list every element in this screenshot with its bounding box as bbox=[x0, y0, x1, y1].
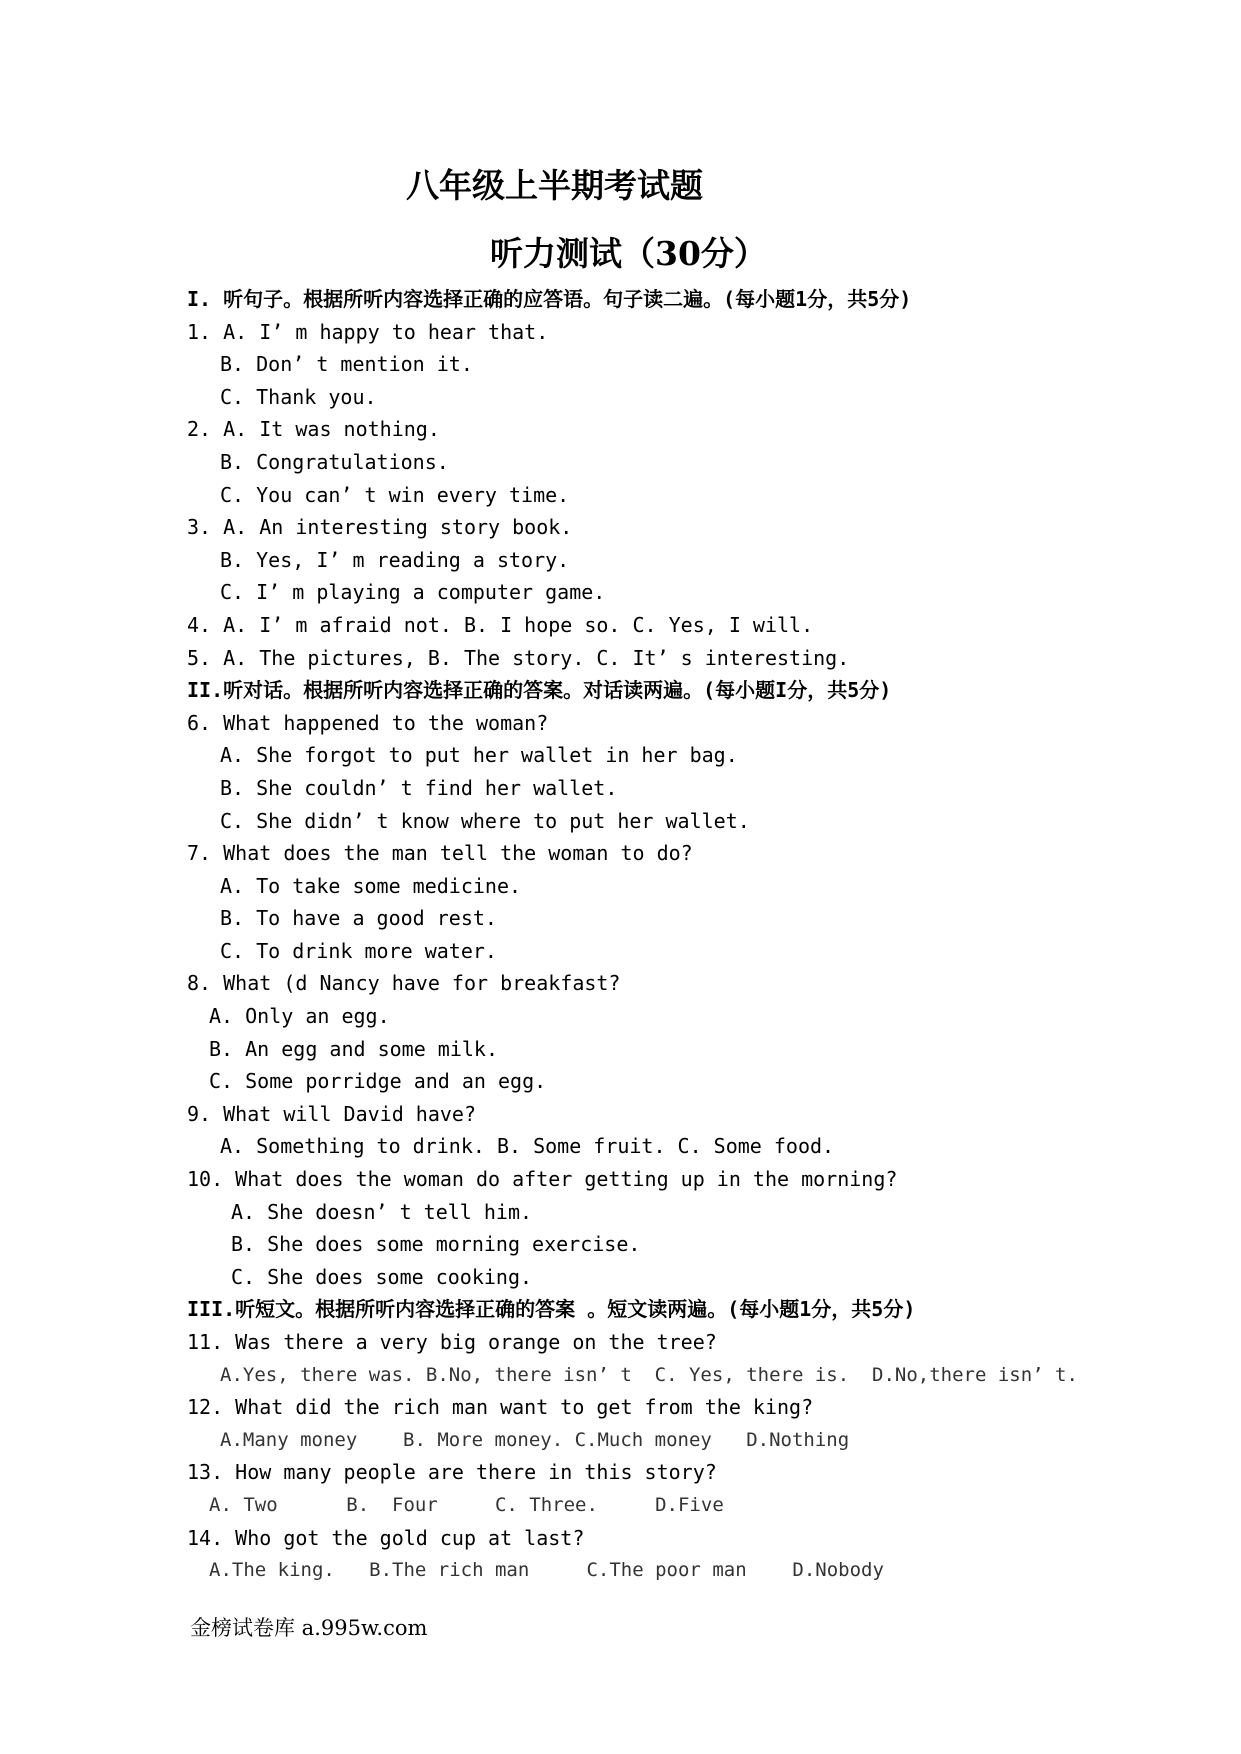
question-line: A. Something to drink. B. Some fruit. C. Some food. bbox=[220, 1134, 835, 1159]
question-line: C. She didn’ t know where to put her wallet. bbox=[220, 808, 750, 833]
question-line: B. Yes, I’ m reading a story. bbox=[220, 547, 570, 572]
question-line: A.The king. B.The rich man C.The poor man D.Nobody bbox=[209, 1559, 884, 1582]
question-line: 3. A. An interesting story book. bbox=[187, 515, 573, 540]
question-line: C. You can’ t win every time. bbox=[220, 482, 570, 507]
question-line: B. She couldn’ t find her wallet. bbox=[220, 775, 618, 800]
question-line: A. To take some medicine. bbox=[220, 873, 522, 898]
question-line: B. She does some morning exercise. bbox=[231, 1232, 641, 1257]
question-line: B. To have a good rest. bbox=[220, 906, 497, 931]
question-line: 13. How many people are there in this story? bbox=[187, 1460, 717, 1485]
question-line: 4. A. I’ m afraid not. B. I hope so. C. Yes, I will. bbox=[187, 612, 814, 637]
question-line: C. She does some cooking. bbox=[231, 1264, 533, 1289]
footer-watermark: 金榜试卷库 a.995w.com bbox=[190, 1616, 428, 1640]
question-line: 10. What does the woman do after getting up in the morning? bbox=[187, 1167, 898, 1192]
question-line: 12. What did the rich man want to get from the king? bbox=[187, 1395, 814, 1420]
question-line: C. Thank you. bbox=[220, 384, 377, 409]
question-line: C. Some porridge and an egg. bbox=[209, 1069, 547, 1094]
question-line: A. Two B. Four C. Three. D.Five bbox=[209, 1493, 724, 1516]
section-heading: I. 听句子。根据所听内容选择正确的应答语。句子读二遍。(每小题1分，共5分) bbox=[187, 287, 912, 311]
page-title: 八年级上半期考试题 bbox=[406, 166, 703, 205]
question-line: C. To drink more water. bbox=[220, 938, 497, 963]
section-title: 听力测试（30分） bbox=[490, 234, 767, 273]
section-heading: II.听对话。根据所听内容选择正确的答案。对话读两遍。(每小题I分，共5分) bbox=[187, 678, 892, 703]
question-line: B. An egg and some milk. bbox=[209, 1036, 498, 1061]
question-line: B. Congratulations. bbox=[220, 449, 449, 474]
question-line: A. She doesn’ t tell him. bbox=[231, 1199, 533, 1224]
question-line: A.Yes, there was. B.No, there isn’ t C. Yes, there is. D.No,there isn’ t. bbox=[220, 1363, 1078, 1386]
question-line: A. She forgot to put her wallet in her bag. bbox=[220, 743, 738, 768]
question-line: C. I’ m playing a computer game. bbox=[220, 580, 606, 605]
question-line: 7. What does the man tell the woman to do? bbox=[187, 841, 693, 866]
section-heading: III.听短文。根据所听内容选择正确的答案 。短文读两遍。(每小题1分，共5分) bbox=[187, 1297, 916, 1322]
question-line: A.Many money B. More money. C.Much money D.Nothing bbox=[220, 1428, 850, 1451]
question-line: 14. Who got the gold cup at last? bbox=[187, 1525, 585, 1550]
question-line: 5. A. The pictures, B. The story. C. It’ s interesting. bbox=[187, 645, 850, 670]
question-line: 11. Was there a very big orange on the tree? bbox=[187, 1330, 717, 1354]
question-line: 2. A. It was nothing. bbox=[187, 417, 440, 442]
question-line: A. Only an egg. bbox=[209, 1004, 390, 1029]
question-line: 6. What happened to the woman? bbox=[187, 710, 549, 735]
question-line: 8. What (d Nancy have for breakfast? bbox=[187, 971, 621, 996]
question-line: B. Don’ t mention it. bbox=[220, 352, 473, 377]
question-line: 1. A. I’ m happy to hear that. bbox=[187, 319, 549, 344]
question-list bbox=[187, 283, 1227, 1587]
question-line: 9. What will David have? bbox=[187, 1101, 476, 1126]
